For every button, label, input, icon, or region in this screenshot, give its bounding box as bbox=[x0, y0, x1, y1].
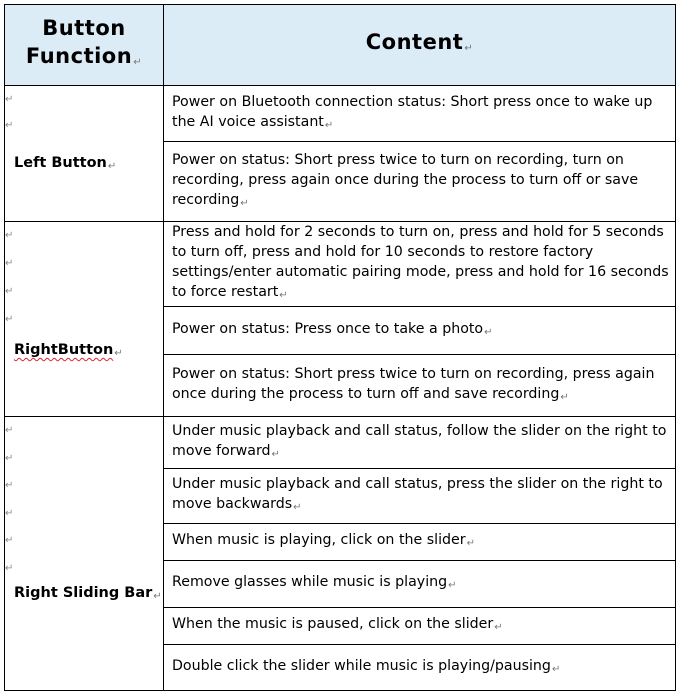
paragraph-mark-icon: ↵ bbox=[293, 502, 302, 513]
paragraph-mark-icon: ↵ bbox=[5, 94, 14, 105]
left-button-content-1: Power on Bluetooth connection status: Short press once to wake up the AI voice assistant↵ bbox=[164, 86, 676, 142]
paragraph-mark-icon: ↵ bbox=[5, 230, 14, 241]
paragraph-mark-icon: ↵ bbox=[560, 391, 569, 403]
row-label-left-button bbox=[5, 86, 164, 222]
paragraph-mark-icon: ↵ bbox=[324, 119, 334, 131]
paragraph-mark-icon: ↵ bbox=[466, 538, 475, 549]
paragraph-mark-icon: ↵ bbox=[5, 508, 14, 519]
slider-content-6: Double click the slider while music is playing/pausing↵ bbox=[164, 645, 676, 691]
paragraph-mark-icon: ↵ bbox=[107, 161, 117, 172]
right-button-content-3: Power on status: Short press twice to turn on recording, press again once during the process to turn off and save recording↵ bbox=[164, 355, 676, 417]
right-button-content-2: Power on status: Press once to take a photo↵ bbox=[164, 307, 676, 355]
header-col1-line1: Button bbox=[42, 15, 126, 40]
paragraph-mark-icon: ↵ bbox=[551, 663, 561, 675]
left-button-content-2: Power on status: Short press twice to turn on recording, turn on recording, press again once during the process to turn off or save recording↵ bbox=[164, 142, 676, 222]
paragraph-mark-icon: ↵ bbox=[494, 622, 503, 633]
paragraph-mark-icon: ↵ bbox=[5, 535, 14, 546]
paragraph-mark-icon: ↵ bbox=[5, 286, 14, 297]
slider-content-1: Under music playback and call status, follow the slider on the right to move forward↵ bbox=[164, 417, 676, 469]
paragraph-mark-icon: ↵ bbox=[464, 42, 474, 54]
paragraph-mark-icon: ↵ bbox=[271, 448, 280, 460]
slider-content-2: Under music playback and call status, press the slider on the right to move backwards↵ bbox=[164, 469, 676, 524]
left-button-label: Left Button bbox=[14, 155, 107, 171]
header-button-function bbox=[5, 5, 164, 86]
button-function-table bbox=[4, 4, 676, 691]
slider-content-3: When music is playing, click on the slider↵ bbox=[164, 524, 676, 561]
paragraph-mark-icon: ↵ bbox=[240, 197, 249, 209]
paragraph-mark-icon: ↵ bbox=[5, 314, 14, 325]
paragraph-mark-icon: ↵ bbox=[5, 425, 14, 436]
slider-content-4: Remove glasses while music is playing↵ bbox=[164, 561, 676, 608]
slider-content-5: When the music is paused, click on the slider↵ bbox=[164, 608, 676, 645]
paragraph-mark-icon: ↵ bbox=[5, 120, 14, 131]
row-label-right-sliding-bar bbox=[5, 417, 164, 691]
header-col1-line2: Function bbox=[25, 43, 133, 68]
paragraph-mark-icon: ↵ bbox=[5, 453, 14, 464]
paragraph-mark-icon: ↵ bbox=[153, 591, 162, 602]
paragraph-mark-icon: ↵ bbox=[5, 258, 14, 269]
paragraph-mark-icon: ↵ bbox=[484, 326, 493, 338]
row-label-right-button bbox=[5, 222, 164, 417]
paragraph-mark-icon: ↵ bbox=[114, 348, 123, 359]
paragraph-mark-icon: ↵ bbox=[448, 580, 457, 591]
right-button-content-1: Press and hold for 2 seconds to turn on, press and hold for 5 seconds to turn off, press and hold for 10 seconds to restore factory settings/enter automatic pairing mode, press and hold for 16 seconds to force restart↵ bbox=[164, 222, 676, 307]
header-col2: Content bbox=[365, 29, 464, 54]
paragraph-mark-icon: ↵ bbox=[5, 563, 14, 574]
right-button-label: RightButton bbox=[14, 342, 114, 358]
paragraph-mark-icon: ↵ bbox=[133, 56, 143, 68]
header-content bbox=[164, 5, 676, 86]
paragraph-mark-icon: ↵ bbox=[279, 290, 288, 301]
paragraph-mark-icon: ↵ bbox=[5, 480, 14, 491]
right-sliding-bar-label: Right Sliding Bar bbox=[14, 585, 153, 601]
